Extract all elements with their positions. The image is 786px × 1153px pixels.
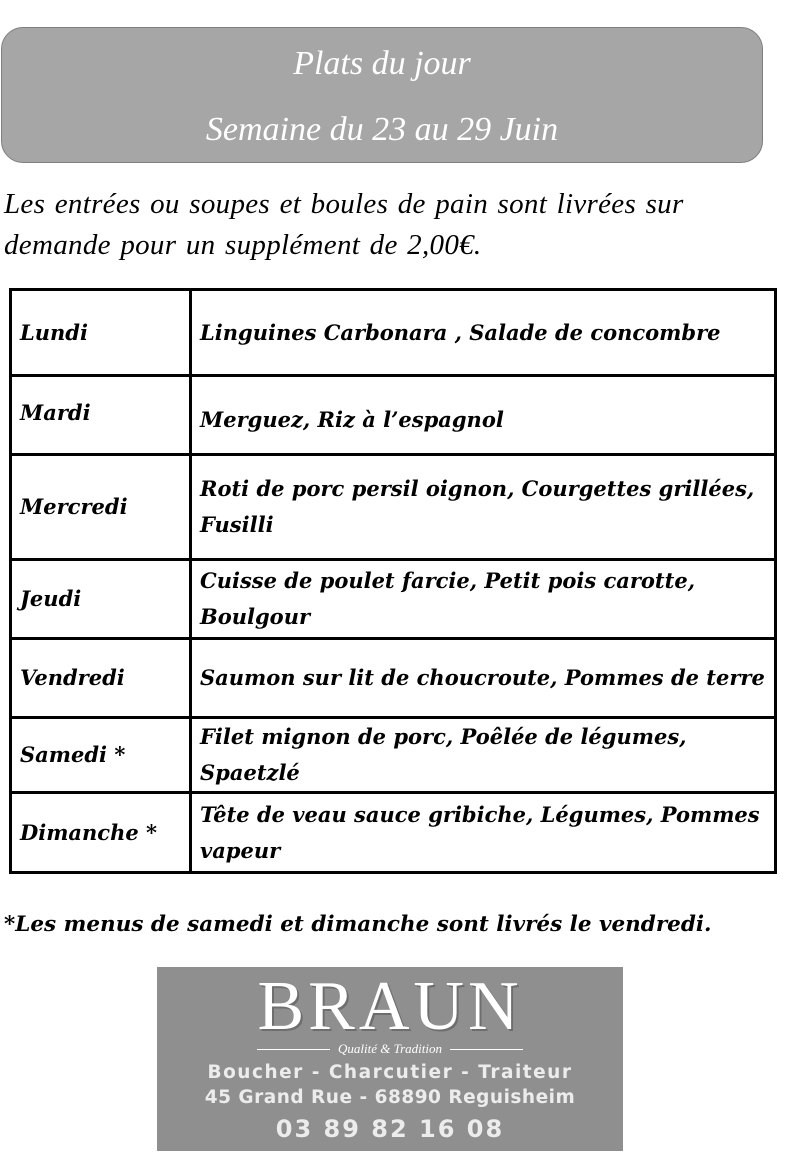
header-banner [1, 27, 763, 163]
dish-cell: Roti de porc persil oignon, Courgettes grillées, Fusilli [191, 455, 776, 560]
tagline-divider-right [450, 1049, 523, 1050]
page-title: Plats du jour [293, 45, 471, 82]
menu-row-mercredi [11, 455, 776, 560]
menu-row-lundi [11, 290, 776, 376]
day-cell: Lundi [11, 290, 191, 376]
trades-line: Boucher - Charcutier - Traiteur [207, 1062, 573, 1083]
tagline: Qualité & Tradition [338, 1041, 443, 1056]
day-cell: Samedi * [11, 718, 191, 793]
day-cell: Mardi [11, 376, 191, 455]
tagline-row [257, 1039, 523, 1059]
address-line: 45 Grand Rue - 68890 Reguisheim [204, 1087, 576, 1108]
dish-cell: Tête de veau sauce gribiche, Légumes, Pommes vapeur [191, 793, 776, 873]
braun-logo [157, 967, 623, 1151]
brand-name: BRAUN [257, 968, 523, 1045]
menu-table [9, 288, 777, 874]
week-subtitle: Semaine du 23 au 29 Juin [205, 111, 559, 148]
day-cell: Vendredi [11, 639, 191, 718]
dish-cell: Saumon sur lit de choucroute, Pommes de terre [191, 639, 776, 718]
phone-number: 03 89 82 16 08 [275, 1115, 505, 1143]
menu-row-jeudi [11, 560, 776, 639]
menu-row-mardi [11, 376, 776, 455]
tagline-divider-left [257, 1049, 330, 1050]
day-cell: Dimanche * [11, 793, 191, 873]
dish-cell: Linguines Carbonara , Salade de concombre [191, 290, 776, 376]
day-cell: Mercredi [11, 455, 191, 560]
menu-row-vendredi [11, 639, 776, 718]
dish-cell: Filet mignon de porc, Poêlée de légumes, Spaetzlé [191, 718, 776, 793]
intro-text: Les entrées ou soupes et boules de pain sont livrées sur demande pour un supplément de 2,00€. [4, 188, 684, 261]
menu-row-dimanche [11, 793, 776, 873]
dish-cell: Merguez, Riz à l’espagnol [191, 376, 776, 455]
footnote: *Les menus de samedi et dimanche sont livrés le vendredi. [4, 912, 712, 937]
menu-row-samedi [11, 718, 776, 793]
day-cell: Jeudi [11, 560, 191, 639]
dish-cell: Cuisse de poulet farcie, Petit pois carotte, Boulgour [191, 560, 776, 639]
